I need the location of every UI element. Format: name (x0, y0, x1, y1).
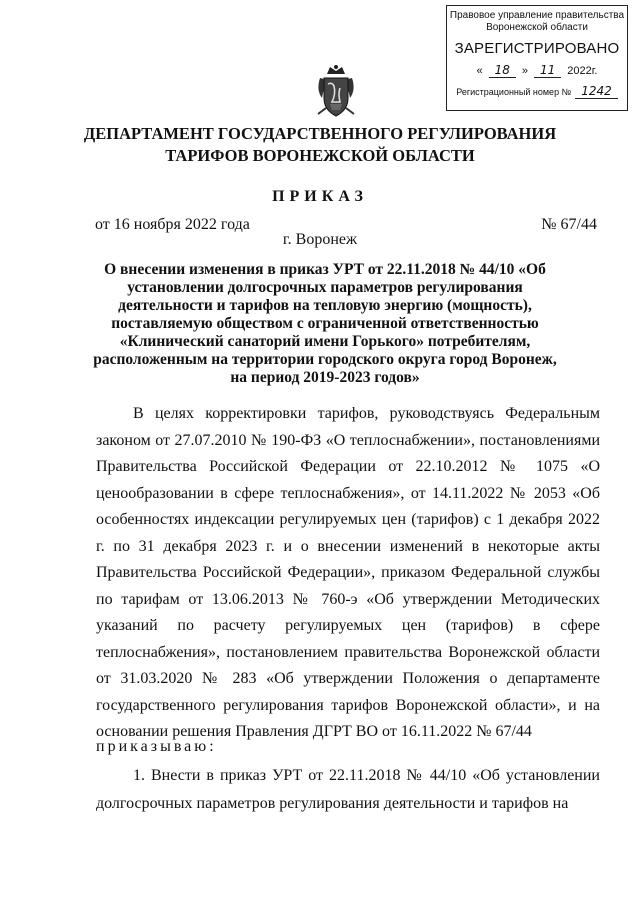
document-city: г. Воронеж (282, 231, 358, 248)
document-subject: О внесении изменения в приказ УРТ от 22.11.2018 № 44/10 «Об установлении долгосрочных параметров регулирования деятельности и тарифов на тепловую энергию (мощность), поставляемую обществом с ограниченной ответственностью «Клинический санаторий имени Горького» потребителям, расположенным на территории городского округа город Воронеж, на период 2019-2023 годов» (93, 261, 557, 386)
preamble-paragraph (96, 401, 600, 746)
stamp-day: 18 (489, 63, 516, 78)
stamp-authority-line1: Правовое управление правительства (449, 10, 625, 21)
stamp-registered-label: ЗАРЕГИСТРИРОВАНО (454, 40, 620, 57)
department-line2: ТАРИФОВ ВОРОНЕЖСКОЙ ОБЛАСТИ (165, 146, 475, 165)
orders-word: приказываю: (96, 738, 217, 755)
stamp-year: 2022г. (567, 65, 598, 77)
department-line1: ДЕПАРТАМЕНТ ГОСУДАРСТВЕННОГО РЕГУЛИРОВАНИЯ (83, 124, 557, 143)
registration-stamp (446, 5, 628, 111)
document-number: № 67/44 (541, 216, 597, 233)
document-type: ПРИКАЗ (272, 188, 368, 205)
preamble-text: В целях корректировки тарифов, руководствуясь Федеральным законом от 27.07.2010 № 190-ФЗ «О теплоснабжении», постановлениями Правительства Российской Федерации от 22.10.2012 № 1075 «О ценообразовании в сфере теплоснабжения», от 14.11.2022 № 2053 «Об особенностях индексации регулируемых цен (тарифов) с 1 декабря 2022 г. по 31 декабря 2023 г. и о внесении изменений в некоторые акты Правительства Российской Федерации», приказом Федеральной службы по тарифам от 13.06.2013 № 760-э «Об утверждении Методических указаний по расчету регулируемых цен (тарифов) в сфере теплоснабжения», постановлением правительства Воронежской области от 31.03.2020 № 283 «Об утверждении Положения о департаменте государственного регулирования тарифов Воронежской области», и на основании решения Правления ДГРТ ВО от 16.11.2022 № 67/44 (96, 405, 600, 740)
stamp-date-row: « 18 » 11 2022г. (476, 63, 598, 77)
stamp-month: 11 (534, 63, 561, 78)
coat-of-arms-icon (314, 64, 358, 120)
item-1-paragraph: 1. Внести в приказ УРТ от 22.11.2018 № 44/10 «Об установлении долгосрочных параметров регулирования деятельности и тарифов на (96, 767, 600, 812)
stamp-number-value: 1242 (575, 84, 618, 99)
document-date: от 16 ноября 2022 года (95, 216, 250, 233)
stamp-number-row (447, 84, 627, 99)
stamp-number-label: Регистрационный номер № (456, 87, 572, 97)
department-title (0, 123, 640, 167)
stamp-authority-line2: Воронежской области (486, 22, 588, 33)
